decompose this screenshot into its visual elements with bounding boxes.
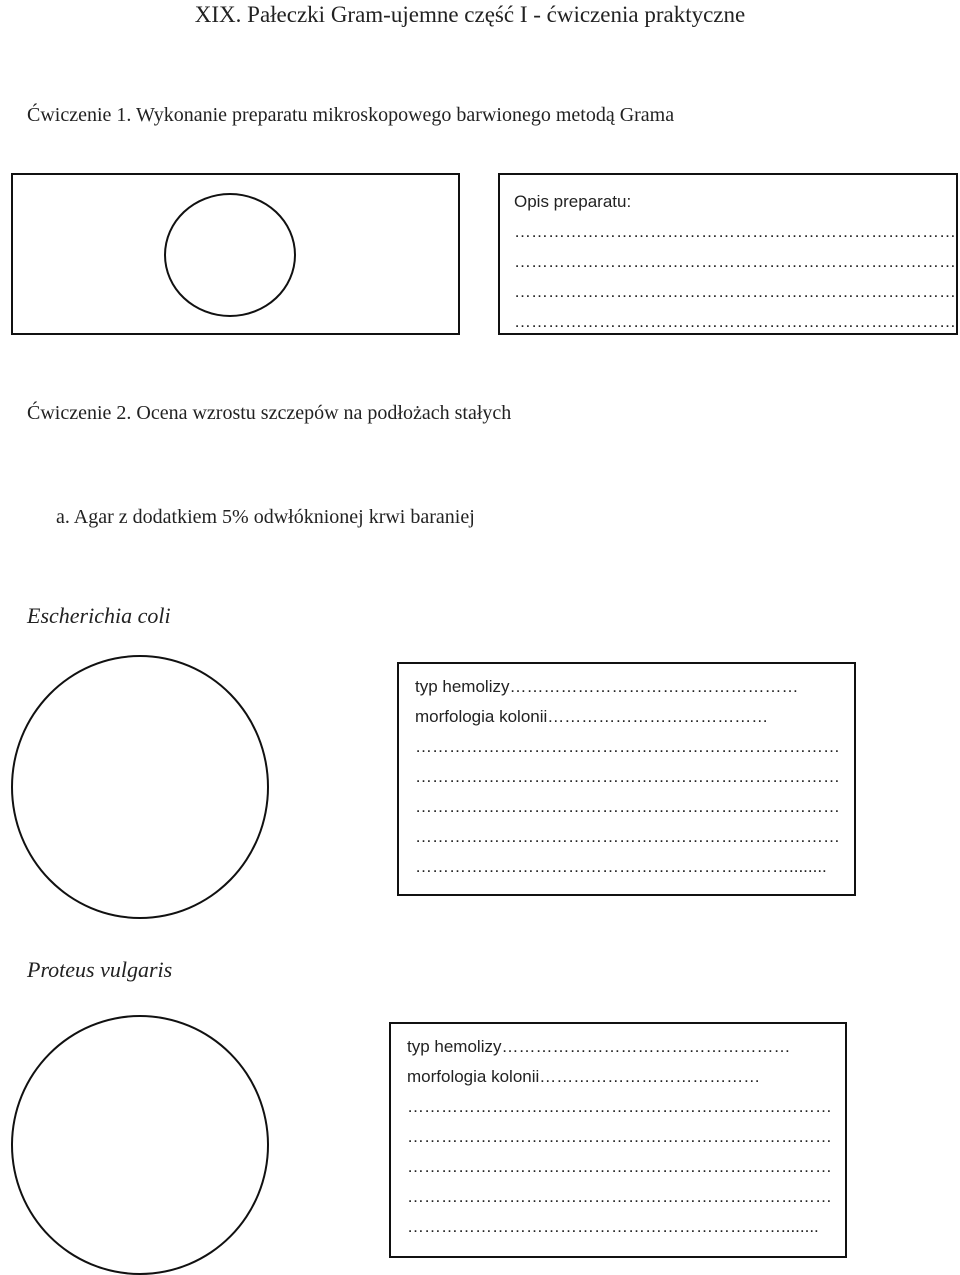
blank-line[interactable]: ………………………………………………………………… (407, 1157, 832, 1176)
hemolysis-type-line[interactable]: typ hemolizy…………………………………………… (415, 677, 799, 696)
blank-line[interactable]: …………………………………………………………........ (415, 857, 827, 876)
description-label: Opis preparatu: (514, 192, 632, 211)
subsection-a-heading: a. Agar z dodatkiem 5% odwłóknionej krwi baraniej (56, 506, 475, 528)
microscope-slide-box (11, 173, 460, 335)
observation-box-proteus-vulgaris (389, 1022, 847, 1258)
description-line[interactable]: …………………………………………………………………… (514, 252, 956, 271)
agar-plate-circle-e-coli (11, 655, 269, 919)
observation-notes (407, 1032, 832, 1242)
observation-box-e-coli (397, 662, 856, 896)
specimen-description-box (498, 173, 958, 335)
colony-morphology-line[interactable]: morfologia kolonii………………………………… (415, 707, 769, 726)
blank-line[interactable]: ………………………………………………………………… (415, 767, 840, 786)
blank-line[interactable]: ………………………………………………………………… (407, 1187, 832, 1206)
blank-line[interactable]: ………………………………………………………………… (415, 797, 840, 816)
page-title: XIX. Pałeczki Gram-ujemne część I - ćwiczenia praktyczne (194, 2, 746, 27)
blank-line[interactable]: …………………………………………………………........ (407, 1217, 819, 1236)
exercise-2-heading: Ćwiczenie 2. Ocena wzrostu szczepów na podłożach stałych (27, 402, 512, 424)
agar-plate-circle-proteus-vulgaris (11, 1015, 269, 1275)
species-label-e-coli: Escherichia coli (27, 603, 171, 628)
blank-line[interactable]: ………………………………………………………………… (407, 1127, 832, 1146)
specimen-description (514, 187, 956, 337)
description-line[interactable]: …………………………………………………………………… (514, 282, 956, 301)
colony-morphology-line[interactable]: morfologia kolonii………………………………… (407, 1067, 761, 1086)
description-line[interactable]: …………………………………………………………………… (514, 222, 956, 241)
hemolysis-type-line[interactable]: typ hemolizy…………………………………………… (407, 1037, 791, 1056)
observation-notes (415, 672, 840, 882)
slide-specimen-circle (164, 193, 296, 317)
blank-line[interactable]: ………………………………………………………………… (415, 737, 840, 756)
blank-line[interactable]: ………………………………………………………………… (415, 827, 840, 846)
description-line[interactable]: …………………………………………………………………… (514, 312, 956, 331)
exercise-1-heading: Ćwiczenie 1. Wykonanie preparatu mikroskopowego barwionego metodą Grama (27, 104, 675, 126)
blank-line[interactable]: ………………………………………………………………… (407, 1097, 832, 1116)
species-label-proteus-vulgaris: Proteus vulgaris (27, 957, 173, 982)
